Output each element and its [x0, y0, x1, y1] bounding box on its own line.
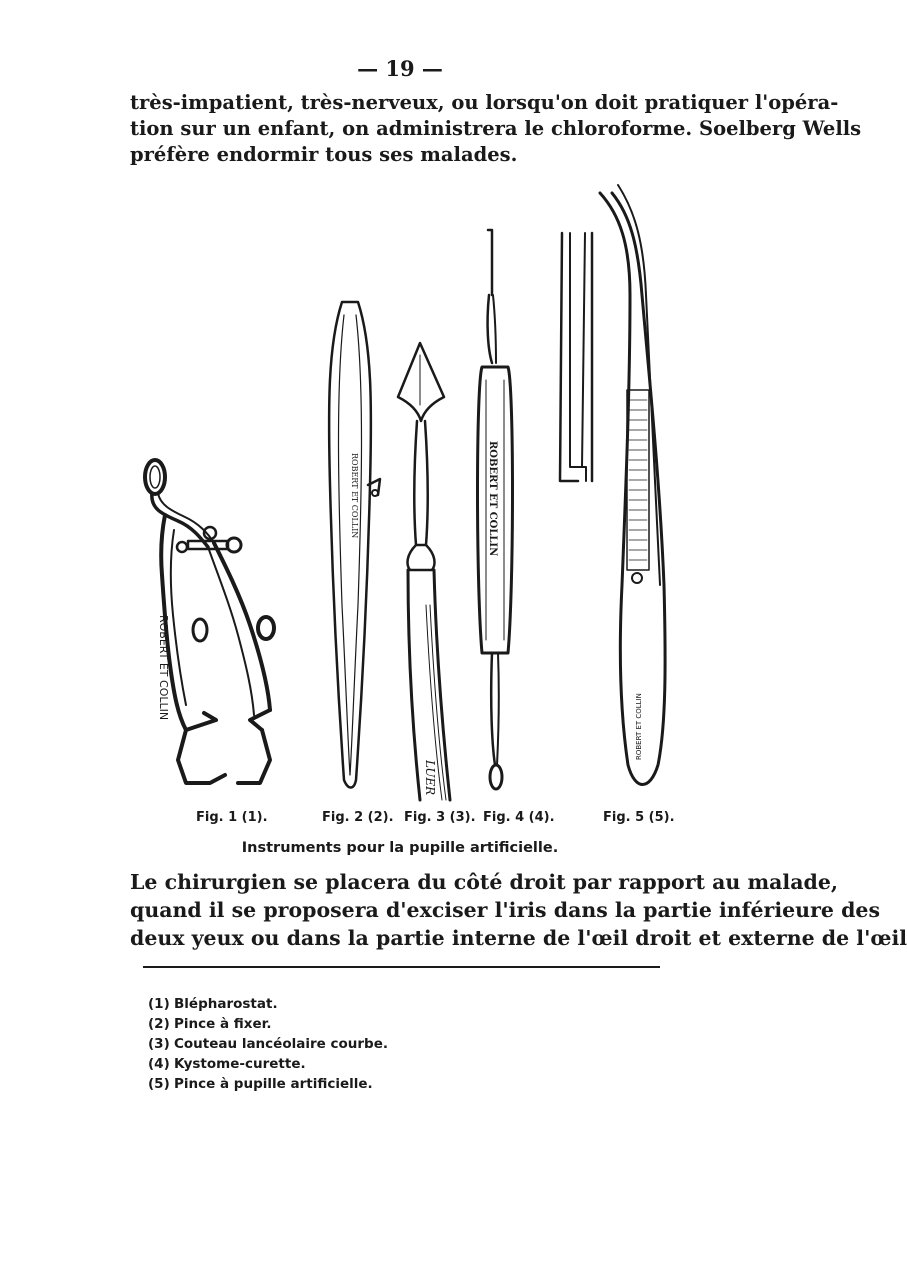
fixation-forceps-illustration	[329, 302, 380, 788]
fig-label-5: Fig. 5 (5).	[603, 810, 675, 825]
text-line: préfère endormir tous ses malades.	[130, 143, 518, 166]
fig3-stamp: LUER	[423, 760, 437, 796]
footnote-number: (5)	[148, 1076, 170, 1092]
fig2-stamp: ROBERT ET COLLIN	[350, 453, 359, 539]
footnote	[148, 1074, 648, 1094]
footnote-text: Couteau lancéolaire courbe.	[174, 1036, 388, 1052]
text-line: deux yeux ou dans la partie interne de l'œil droit et externe de l'œil	[130, 926, 907, 950]
footnote-number: (1)	[148, 996, 170, 1012]
fig1-stamp: ROBERT ET COLLIN	[157, 615, 170, 721]
figure-caption: Instruments pour la pupille artificielle.	[241, 840, 559, 856]
fig-label-1: Fig. 1 (1).	[196, 810, 268, 825]
fig5-stamp: ROBERT ET COLLIN	[635, 693, 643, 760]
pupil-forceps-illustration	[560, 185, 665, 785]
footnote-text: Pince à pupille artificielle.	[174, 1076, 373, 1092]
figure-labels	[0, 810, 800, 832]
footnote	[148, 1034, 648, 1054]
footnote-number: (4)	[148, 1056, 170, 1072]
body-paragraph-top	[130, 90, 862, 168]
body-paragraph-bottom	[130, 868, 907, 952]
footnote-number: (2)	[148, 1016, 170, 1032]
fig4-stamp: ROBERT ET COLLIN	[487, 441, 498, 557]
footnote-divider	[143, 966, 660, 968]
footnote-text: Kystome-curette.	[174, 1056, 306, 1072]
text-line: très-impatient, très-nerveux, ou lorsqu'on doit pratiquer l'opéra-	[130, 91, 839, 114]
kystome-curette-illustration	[478, 230, 513, 789]
text-line: quand il se proposera d'exciser l'iris dans la partie inférieure des	[130, 898, 880, 922]
instrument-plate	[130, 185, 675, 810]
fig-label-3: Fig. 3 (3).	[404, 810, 476, 825]
footnote	[148, 1014, 648, 1034]
footnote	[148, 994, 648, 1014]
footnote-text: Blépharostat.	[174, 996, 278, 1012]
footnote-text: Pince à fixer.	[174, 1016, 272, 1032]
lanceolar-knife-illustration	[398, 343, 450, 800]
blepharostat-illustration	[145, 460, 274, 783]
text-line: tion sur un enfant, on administrera le chloroforme. Soelberg Wells	[130, 117, 862, 140]
text-line: Le chirurgien se placera du côté droit par rapport au malade,	[130, 870, 839, 894]
footnote	[148, 1054, 648, 1074]
page-number: — 19 —	[357, 56, 443, 81]
footnote-number: (3)	[148, 1036, 170, 1052]
fig-label-2: Fig. 2 (2).	[322, 810, 394, 825]
footnotes	[148, 994, 648, 1094]
fig-label-4: Fig. 4 (4).	[483, 810, 555, 825]
